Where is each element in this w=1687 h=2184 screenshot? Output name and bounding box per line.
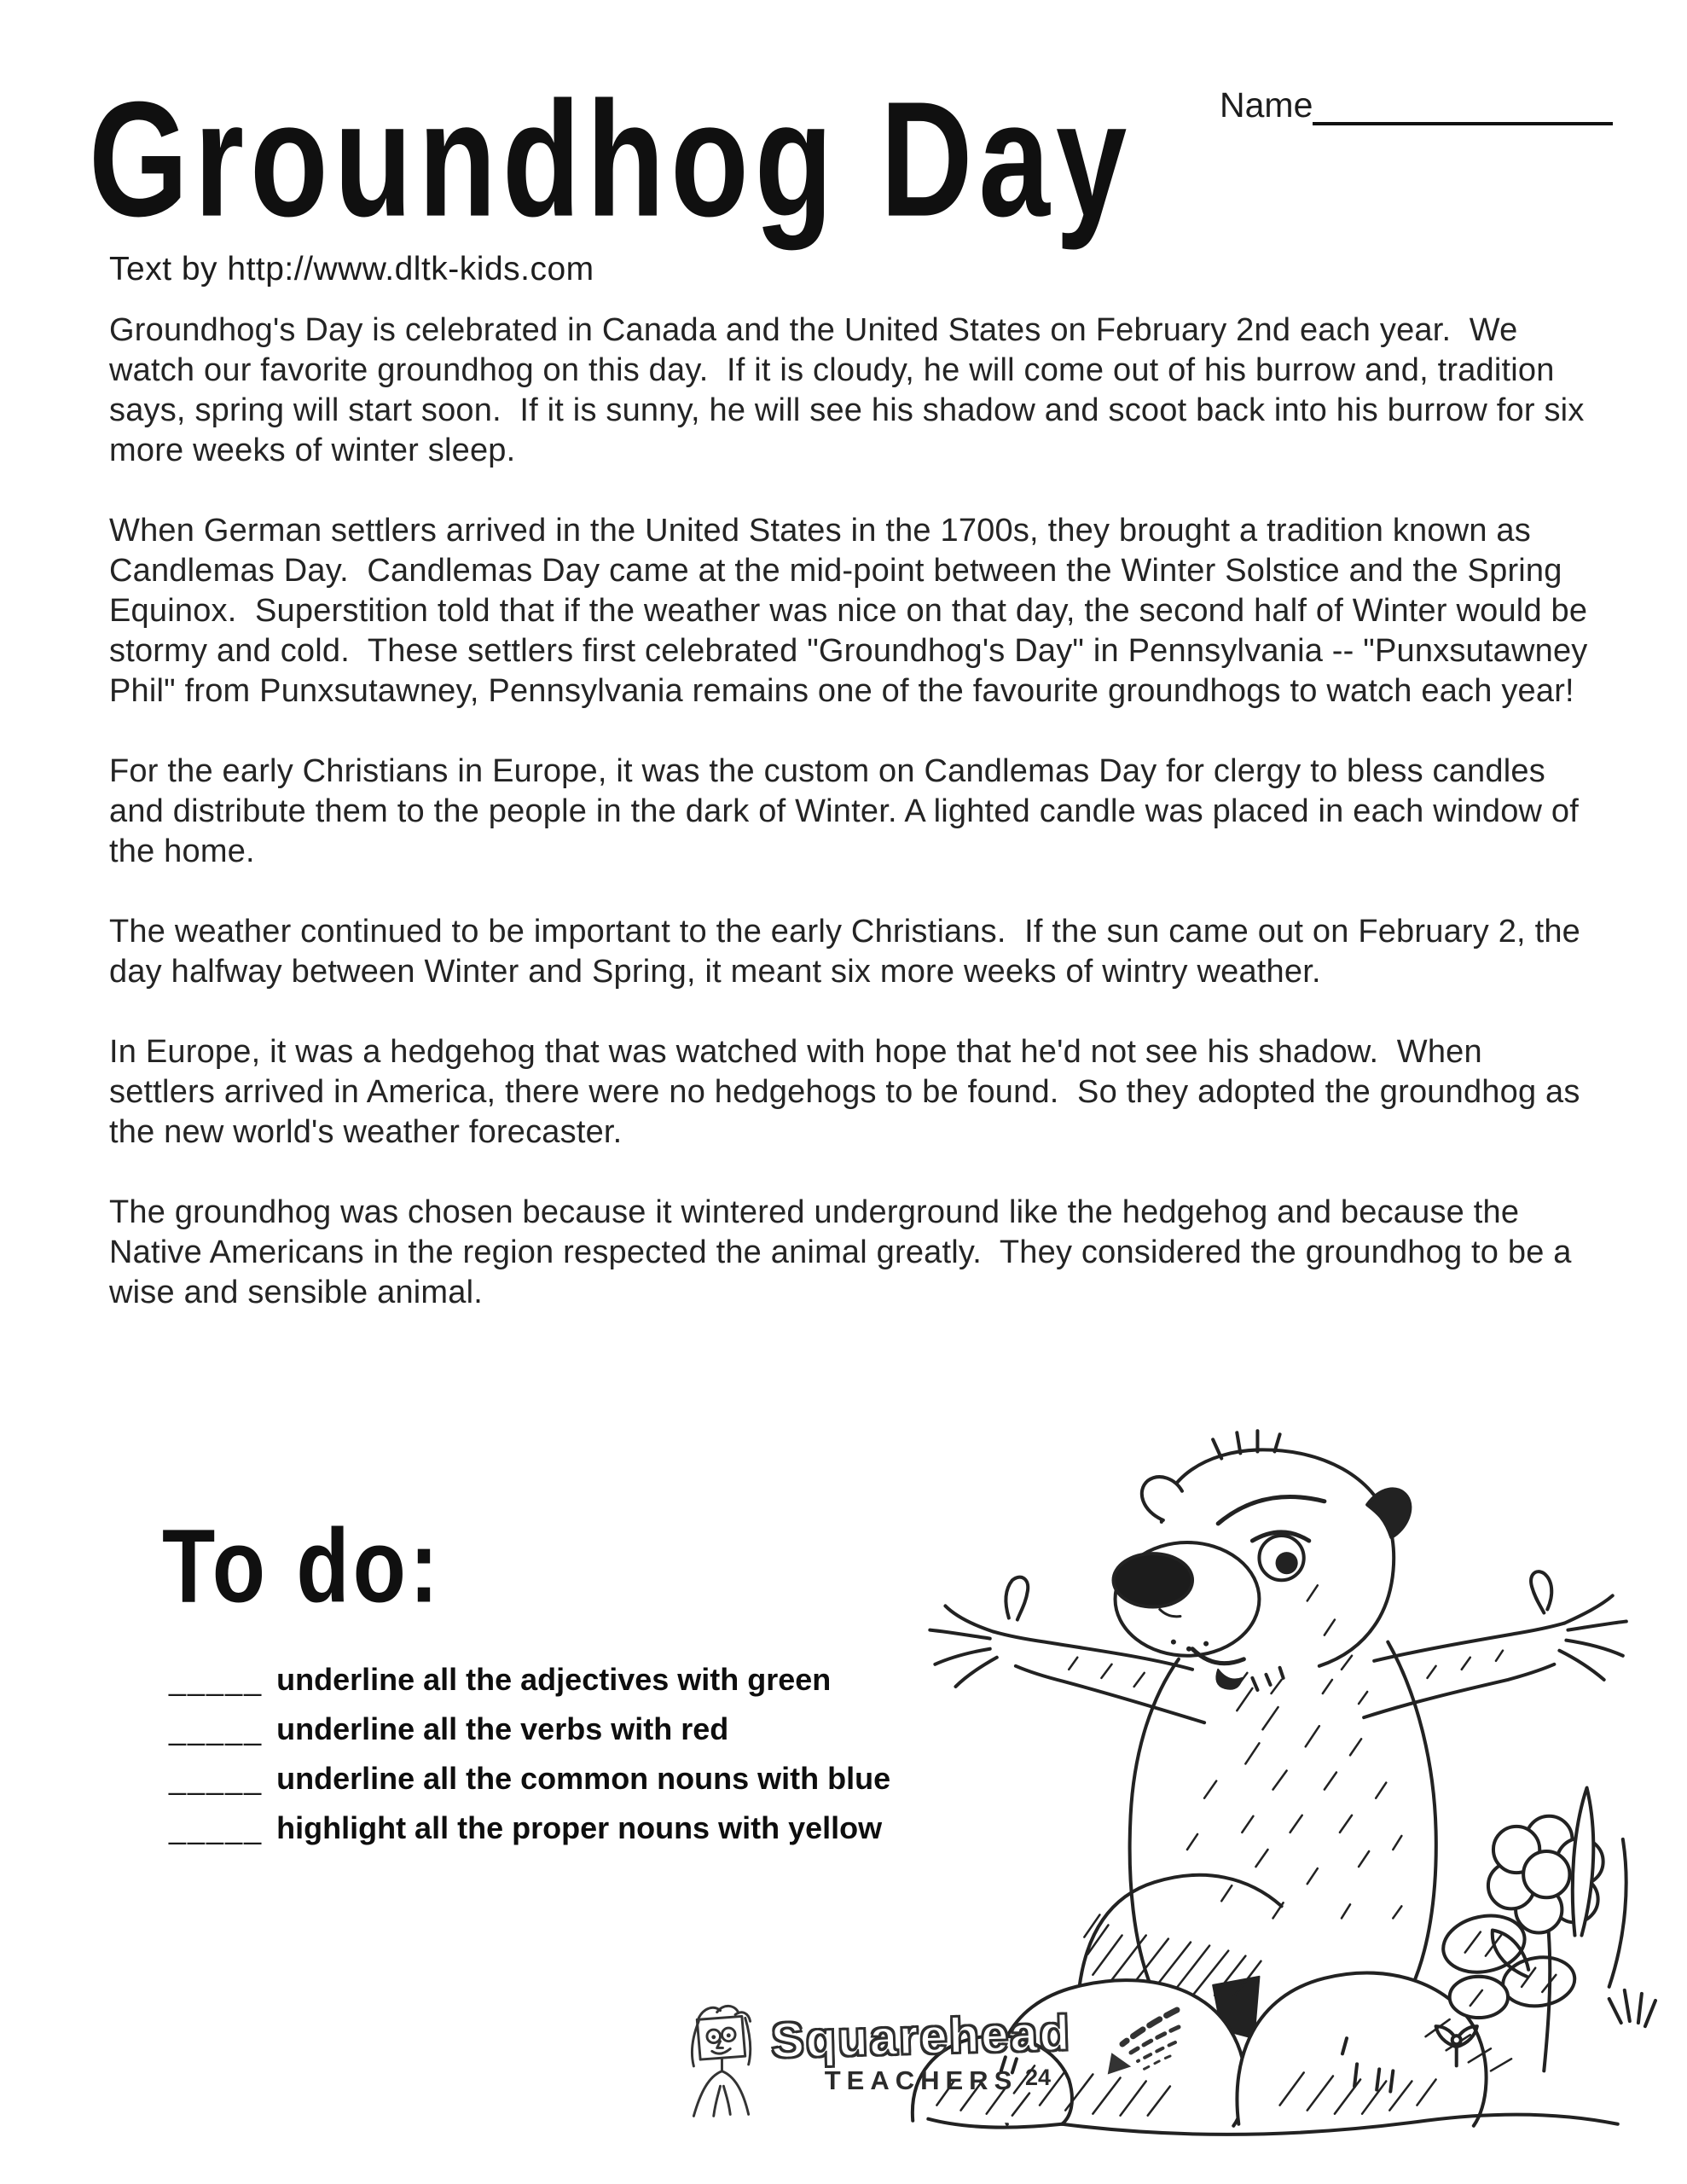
logo-title: Squarehead: [770, 2005, 1072, 2069]
paragraph-5: In Europe, it was a hedgehog that was watched with hope that he'd not see his shadow. When settlers arrived in America, there were no hedgehogs to be found. So they adopted the groundhog as the new world's weather forecaster.: [109, 1034, 1590, 1150]
todo-list: [169, 1662, 890, 1860]
logo-subtitle: TEACHERS: [824, 2065, 1018, 2095]
name-label: Name: [1220, 85, 1313, 125]
name-field-row: [1220, 85, 1613, 125]
pencil-icon: [1073, 2003, 1184, 2088]
page-title: Groundhog Day: [89, 67, 1133, 251]
todo-heading: To do:: [162, 1507, 442, 1624]
article-body: [109, 311, 1597, 1353]
logo-text: [770, 2005, 1072, 2096]
paragraph-2: When German settlers arrived in the United States in the 1700s, they brought a tradition known as Candlemas Day. Candlemas Day came at the mid-point between the Winter Solstice and the Spring Equinox. Superstition told that if the weather was nice on that day, the second half of Winter would be stormy and cold. These settlers first celebrated "Groundhog's Day" in Pennsylvania -- "Punxsutawney Phil" from Punxsutawney, Pennsylvania remains one of the favourite groundhogs to watch each year!: [109, 513, 1597, 709]
page-number: 24: [1025, 2065, 1052, 2090]
todo-item: [169, 1810, 890, 1860]
stick-figure-icon: [674, 2003, 769, 2123]
paragraph-6: The groundhog was chosen because it wintered underground like the hedgehog and because the Native Americans in the region respected the animal greatly. They considered the groundhog to be a wise and sensible animal.: [109, 1194, 1581, 1310]
todo-item: [169, 1662, 890, 1711]
todo-item: [169, 1711, 890, 1761]
todo-item: [169, 1761, 890, 1810]
paragraph-4: The weather continued to be important to the early Christians. If the sun came out on February 2, the day halfway between Winter and Spring, it meant six more weeks of wintry weather.: [109, 914, 1590, 990]
answer-blank: _____: [169, 1810, 264, 1845]
name-blank-line: [1313, 86, 1613, 125]
todo-label: underline all the common nouns with blue: [276, 1761, 891, 1796]
todo-label: highlight all the proper nouns with yellow: [276, 1810, 883, 1845]
squarehead-logo: [674, 2003, 1184, 2123]
paragraph-1: Groundhog's Day is celebrated in Canada and the United States on February 2nd each year. We watch our favorite groundhog on this day. If it is cloudy, he will come out of his burrow and, tradition says, spring will start soon. If it is sunny, he will see his shadow and scoot back into his burrow for six more weeks of winter sleep.: [109, 312, 1594, 468]
todo-label: underline all the adjectives with green: [276, 1662, 832, 1697]
paragraph-3: For the early Christians in Europe, it was the custom on Candlemas Day for clergy to bless candles and distribute them to the people in the dark of Winter. A lighted candle was placed in each window of the home.: [109, 753, 1588, 869]
answer-blank: _____: [169, 1761, 264, 1796]
byline-text: Text by http://www.dltk-kids.com: [109, 251, 594, 288]
answer-blank: _____: [169, 1662, 264, 1697]
answer-blank: _____: [169, 1711, 264, 1746]
todo-label: underline all the verbs with red: [276, 1711, 729, 1746]
